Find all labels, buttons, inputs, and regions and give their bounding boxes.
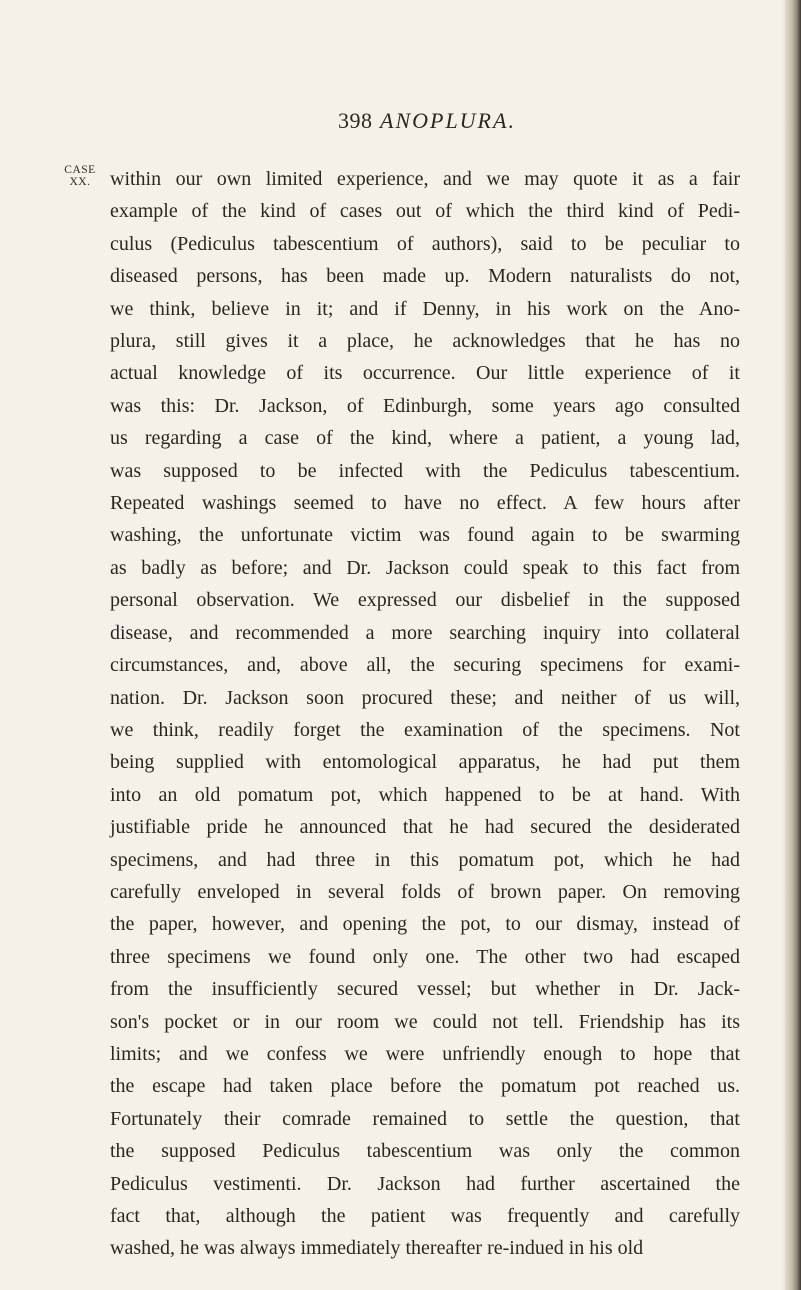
text-line: personal observation. We expressed our disbelief in the supposed [110,589,740,612]
text-line: fact that, although the patient was frequently and carefully [110,1205,740,1227]
text-line: was supposed to be infected with the Pediculus tabescentium. [110,459,740,482]
case-label-number: XX. [69,176,91,188]
case-margin-label [58,164,102,188]
text-line: son's pocket or in our room we could not tell. Friendship has its [110,1010,740,1033]
text-line: the escape had taken place before the pomatum pot reached us. [110,1075,740,1098]
text-line: we think, readily forget the examination of the specimens. Not [110,718,740,741]
text-line: us regarding a case of the kind, where a patient, a young lad, [110,427,740,450]
text-line: disease, and recommended a more searching inquiry into collateral [110,621,740,644]
text-line: the paper, however, and opening the pot, to our dismay, instead of [110,913,740,936]
text-line: from the insufficiently secured vessel; but whether in Dr. Jack- [110,978,740,1001]
body-text [110,163,740,1265]
text-line: washing, the unfortunate victim was found again to be swarming [110,524,740,547]
text-line: nation. Dr. Jackson soon procured these; and neither of us will, [110,686,740,709]
text-line: carefully enveloped in several folds of brown paper. On removing [110,880,740,903]
page-header [0,108,801,144]
text-line: into an old pomatum pot, which happened to be at hand. With [110,783,740,806]
running-title: ANOPLURA. [380,108,516,133]
text-line: culus (Pediculus tabescentium of authors), said to be peculiar to [110,232,740,255]
text-line: washed, he was always immediately thereafter re-indued in his old [110,1237,644,1260]
text-line: Fortunately their comrade remained to settle the question, that [110,1107,740,1130]
text-line: Repeated washings seemed to have no effect. A few hours after [110,492,740,515]
case-label-word: CASE [64,164,96,176]
text-line: as badly as before; and Dr. Jackson could speak to this fact from [110,556,740,579]
text-line: limits; and we confess we were unfriendly enough to hope that [110,1042,740,1065]
page-number: 398 [338,108,373,133]
text-line: we think, believe in it; and if Denny, in his work on the Ano- [110,297,740,320]
text-line: justifiable pride he announced that he had secured the desiderated [110,816,740,839]
text-line: specimens, and had three in this pomatum pot, which he had [110,848,740,871]
text-line: three specimens we found only one. The other two had escaped [110,945,740,968]
text-line: the supposed Pediculus tabescentium was only the common [110,1140,740,1163]
text-line: was this: Dr. Jackson, of Edinburgh, some years ago consulted [110,394,740,417]
text-line: being supplied with entomological apparatus, he had put them [110,751,740,774]
text-line: diseased persons, has been made up. Modern naturalists do not, [110,265,740,288]
page-edge [785,0,801,1290]
text-line: actual knowledge of its occurrence. Our little experience of it [110,362,740,385]
text-line: circumstances, and, above all, the securing specimens for exami- [110,654,740,677]
text-line: within our own limited experience, and we may quote it as a fair [110,168,740,190]
text-line: Pediculus vestimenti. Dr. Jackson had further ascertained the [110,1172,740,1195]
text-line: example of the kind of cases out of which the third kind of Pedi- [110,200,740,223]
text-line: plura, still gives it a place, he acknowledges that he has no [110,330,740,353]
